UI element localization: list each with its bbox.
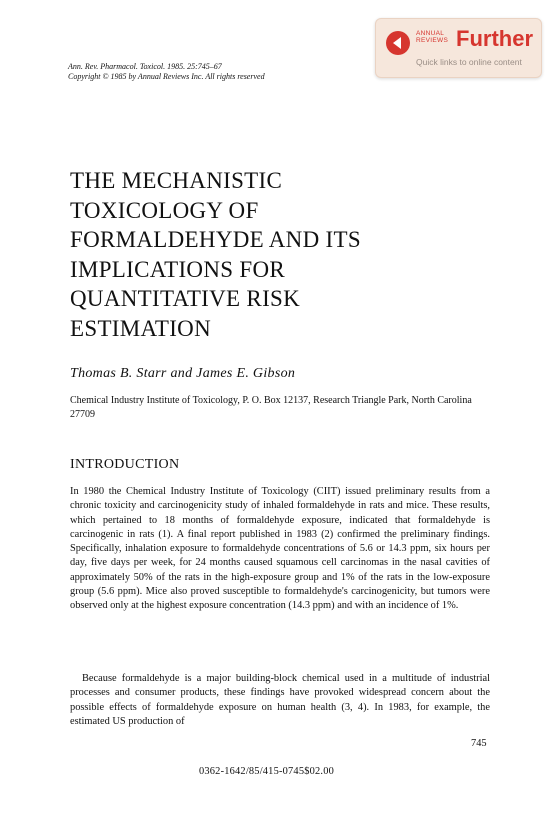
affiliation: Chemical Industry Institute of Toxicology, P. O. Box 12137, Research Triangle Park, North Carolina 27709 (70, 395, 472, 420)
page-number: 745 (471, 738, 487, 749)
badge-publisher: ANNUAL REVIEWS (416, 30, 449, 44)
body-paragraph: Because formaldehyde is a major building-block chemical used in a multitude of industrial processes and consumer products, these findings have provoked widespread concern about the possible effects of formaldehyde exposure on human health (3, 4). In 1983, for example, the estimated US production of (70, 673, 490, 727)
badge-title: Further (456, 26, 533, 51)
body-paragraph: In 1980 the Chemical Industry Institute of Toxicology (CIIT) issued preliminary results from a chronic toxicity and carcinogenicity study of inhaled formaldehyde in rats and mice. These results, which pertained to 18 months of formaldehyde exposure, indicated that formaldehyde is carcinogenic in rats (1). A final report published in 1983 (2) confirmed the preliminary findings. Specifically, inhalation exposure to formaldehyde concentrations of 5.6 or 14.3 ppm, six hours per day, five days per week, for 24 months caused squamous cell carcinomas in the nasal cavities of approximately 50% of the rats in the high-exposure group and 1% of the rats in the low-exposure group (5.6 ppm). Mice also proved susceptible to formaldehyde's carcinogenicity, but tumors were observed only at the highest exposure concentration (14.3 ppm) and with an incidence of 1%. (70, 486, 490, 612)
section-heading: INTRODUCTION (70, 457, 180, 472)
annual-reviews-logo-icon (386, 31, 410, 55)
badge-subtitle: Quick links to online content (416, 57, 522, 67)
further-badge[interactable] (375, 18, 542, 78)
authors: Thomas B. Starr and James E. Gibson (70, 366, 296, 381)
article-title: THE MECHANISTIC TOXICOLOGY OF FORMALDEHYDE AND ITS IMPLICATIONS FOR QUANTITATIVE RISK ESTIMATION (70, 168, 361, 341)
footer-code: 0362-1642/85/415-0745$02.00 (199, 766, 334, 777)
journal-citation: Ann. Rev. Pharmacol. Toxicol. 1985. 25:745–67 Copyright © 1985 by Annual Reviews Inc. All rights reserved (68, 62, 265, 81)
